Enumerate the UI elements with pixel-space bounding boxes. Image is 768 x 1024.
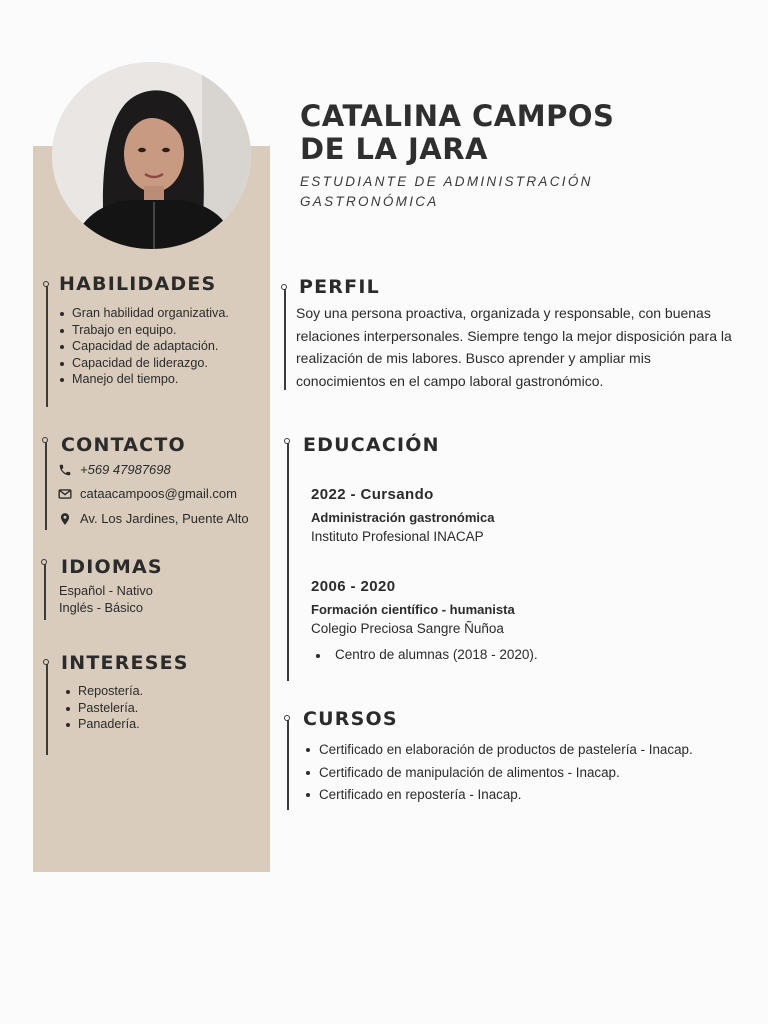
habilidades-list: [59, 305, 229, 388]
list-item: Capacidad de adaptación.: [59, 338, 229, 355]
section-marker-contacto: [45, 440, 47, 530]
location-pin-icon: [58, 512, 72, 526]
education-program: Administración gastronómica: [311, 510, 495, 525]
list-item: Certificado en repostería - Inacap.: [305, 784, 693, 807]
education-notes: [316, 647, 538, 662]
email-text: cataacampoos@gmail.com: [80, 486, 237, 501]
section-marker-educacion: [287, 441, 289, 681]
education-institution: Colegio Preciosa Sangre Ñuñoa: [311, 621, 504, 636]
section-marker-habilidades: [46, 284, 48, 407]
education-institution: Instituto Profesional INACAP: [311, 529, 484, 544]
section-marker-idiomas: [44, 562, 46, 620]
contact-email: [58, 486, 237, 501]
list-item: Certificado de manipulación de alimentos - Inacap.: [305, 762, 693, 785]
perfil-heading: PERFIL: [299, 276, 380, 298]
list-item: Manejo del tiempo.: [59, 371, 229, 388]
education-program: Formación científico - humanista: [311, 602, 515, 617]
phone-text: +569 47987698: [80, 462, 171, 477]
list-item: Panadería.: [65, 716, 143, 733]
profile-photo: [52, 62, 251, 249]
idiomas-list: [59, 582, 153, 616]
list-item: Repostería.: [65, 683, 143, 700]
name-line-2: DE LA JARA: [300, 132, 489, 166]
list-item: Capacidad de liderazgo.: [59, 355, 229, 372]
perfil-text: Soy una persona proactiva, organizada y responsable, con buenas relaciones interpersonales. Siempre tengo la mejor disposición para la realización de mis labores. Busco aprender y ampliar mis conocimientos en el campo laboral gastronómico.: [296, 305, 732, 390]
sidebar-panel: [33, 146, 270, 872]
intereses-heading: INTERESES: [61, 652, 189, 674]
list-item: Trabajo en equipo.: [59, 322, 229, 339]
section-marker-intereses: [46, 662, 48, 755]
candidate-name: [300, 100, 614, 166]
intereses-list: [65, 683, 143, 733]
list-item: Inglés - Básico: [59, 600, 143, 615]
contact-address: [58, 511, 249, 526]
contact-phone: [58, 462, 171, 477]
subtitle-line-1: ESTUDIANTE DE ADMINISTRACIÓN: [300, 174, 593, 189]
list-item: Español - Nativo: [59, 583, 153, 598]
education-years: 2006 - 2020: [311, 578, 396, 595]
section-marker-cursos: [287, 718, 289, 810]
mail-icon: [58, 487, 72, 501]
address-text: Av. Los Jardines, Puente Alto: [80, 511, 249, 526]
education-years: 2022 - Cursando: [311, 486, 434, 503]
phone-icon: [58, 463, 72, 477]
candidate-subtitle: [300, 172, 660, 212]
idiomas-heading: IDIOMAS: [61, 556, 163, 578]
list-item: Certificado en elaboración de productos de pastelería - Inacap.: [305, 739, 693, 762]
cursos-heading: CURSOS: [303, 708, 398, 730]
section-marker-perfil: [284, 287, 286, 390]
list-item: Gran habilidad organizativa.: [59, 305, 229, 322]
name-line-1: CATALINA CAMPOS: [300, 99, 615, 133]
educacion-heading: EDUCACIÓN: [303, 434, 440, 456]
list-item: Pastelería.: [65, 700, 143, 717]
habilidades-heading: HABILIDADES: [59, 273, 217, 295]
cursos-list: [305, 739, 693, 807]
subtitle-line-2: GASTRONÓMICA: [300, 194, 439, 209]
contacto-heading: CONTACTO: [61, 434, 186, 456]
list-item: Centro de alumnas (2018 - 2020).: [316, 647, 538, 662]
